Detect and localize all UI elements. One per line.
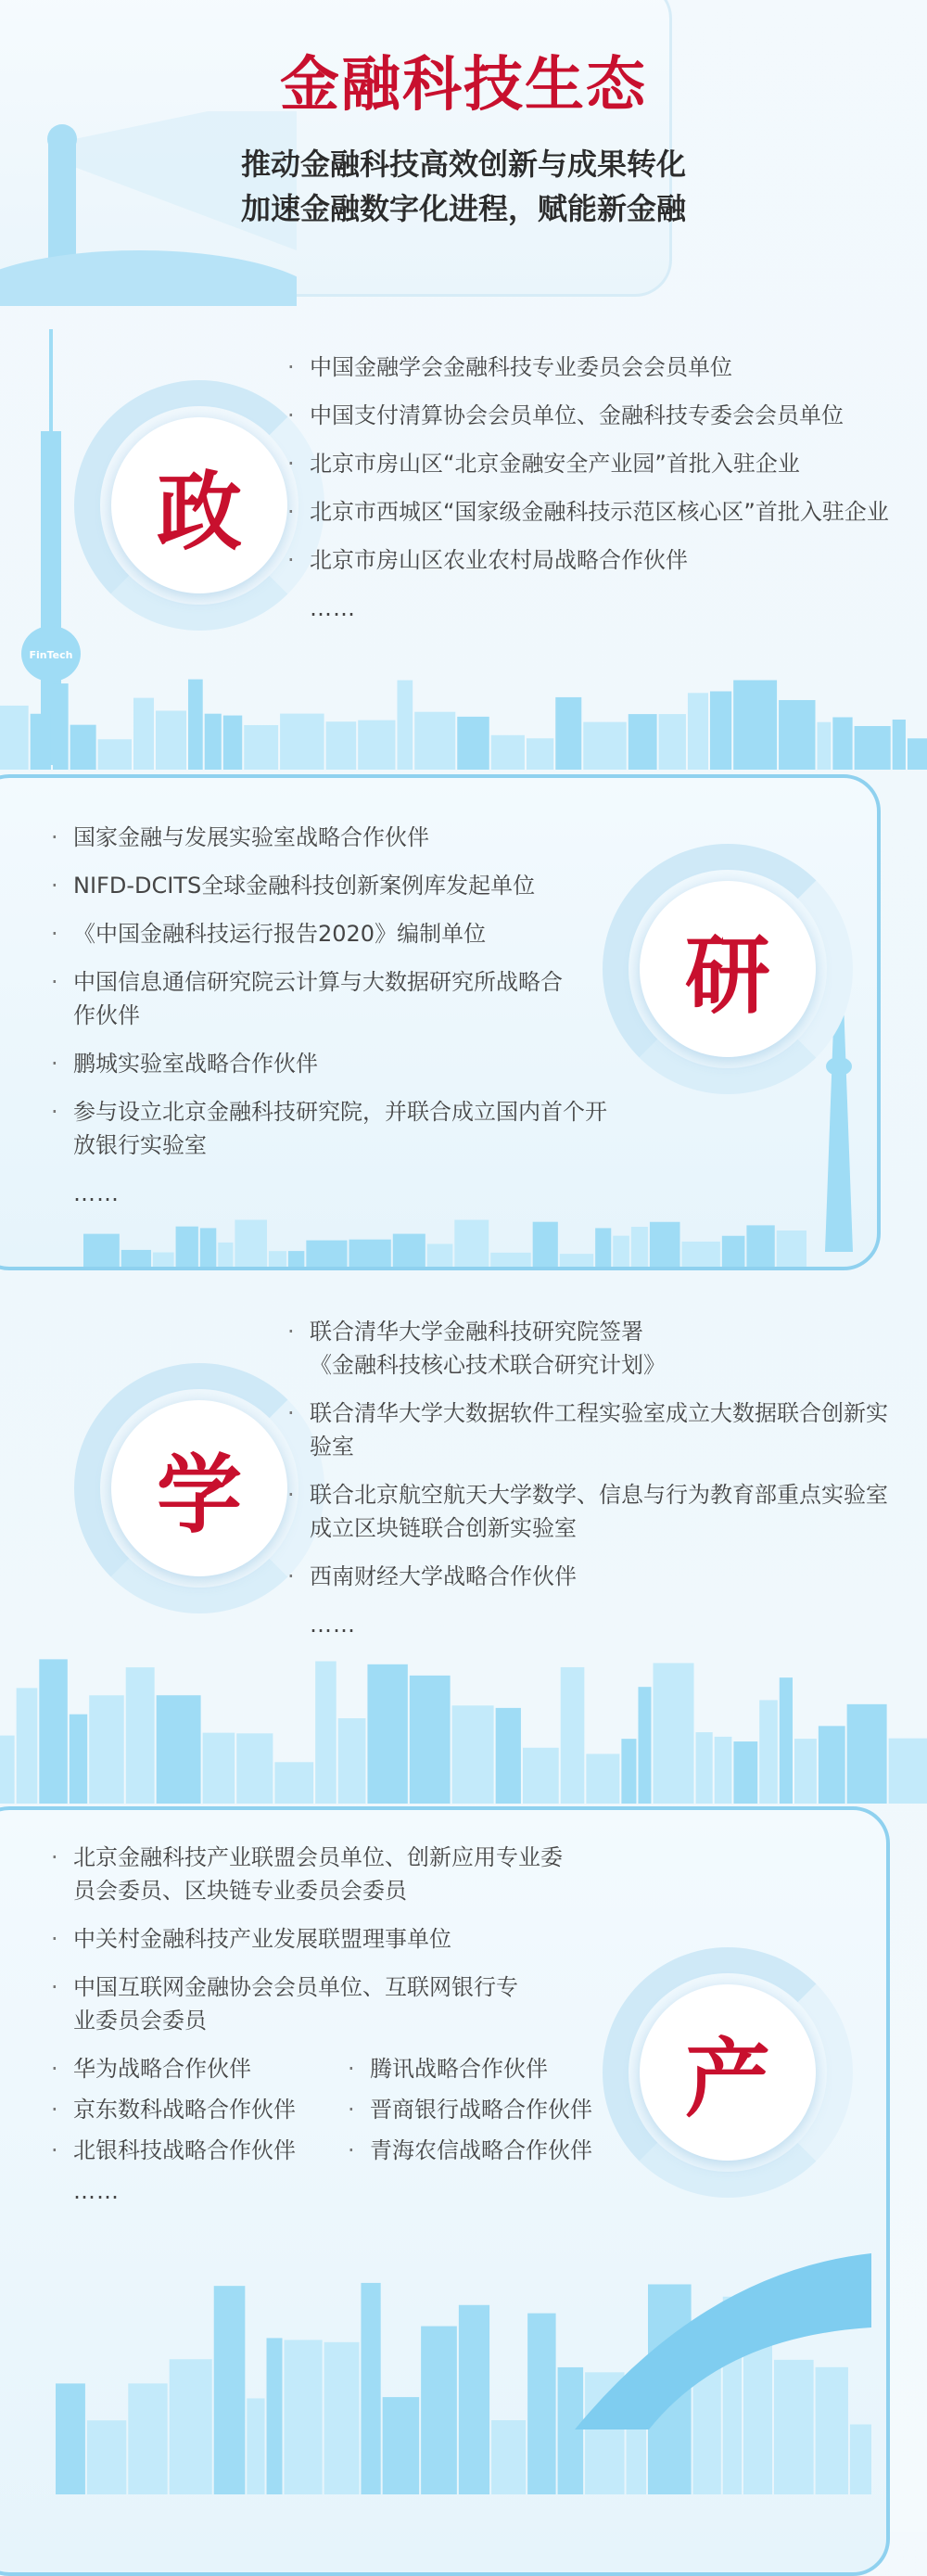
building-shape (338, 1718, 366, 1804)
subtitle-line-2: 加速金融数字化进程，赋能新金融 (240, 191, 686, 226)
building-shape (555, 697, 581, 770)
list-item: · 鹏城实验室战略合作伙伴 (51, 1047, 626, 1080)
building-shape (818, 722, 832, 770)
building-shape (583, 722, 626, 770)
list-item: · 北京市西城区“国家级金融科技示范区核心区”首批入驻企业 (287, 495, 899, 529)
city-skyline-train (56, 2225, 871, 2494)
building-shape (527, 738, 553, 770)
building-shape (533, 1222, 558, 1267)
building-shape (203, 1733, 235, 1804)
more-ellipsis: …… (73, 2178, 120, 2204)
building-shape (235, 1219, 267, 1267)
page-title: 金融科技生态 (280, 51, 647, 120)
subtitle-line-1: 推动金融科技高效创新与成果转化 (240, 147, 686, 182)
list-item: · 北京市房山区农业农村局战略合作伙伴 (287, 543, 899, 577)
building-shape (0, 1736, 15, 1804)
svg-text:FinTech: FinTech (29, 649, 73, 661)
building-shape (659, 714, 686, 770)
list-item: · 中国金融学会金融科技专业委员会会员单位 (287, 351, 899, 384)
building-shape (126, 1667, 155, 1804)
building-shape (893, 720, 906, 770)
building-shape (157, 1695, 201, 1804)
building-shape (710, 692, 731, 770)
building-shape (832, 717, 852, 770)
building-shape (39, 1659, 68, 1804)
partner-item: · 京东数科战略合作伙伴 (51, 2093, 348, 2126)
building-shape (156, 710, 186, 770)
list-item: · 《中国金融科技运行报告2020》编制单位 (51, 917, 626, 950)
building-shape (527, 2314, 555, 2494)
building-shape (83, 1234, 120, 1267)
building-shape (733, 680, 777, 770)
building-shape (794, 1739, 817, 1804)
list-item: · 参与设立北京金融科技研究院，并联合成立国内首个开放银行实验室 (51, 1095, 626, 1162)
building-shape (128, 2383, 167, 2494)
building-shape (490, 1253, 530, 1267)
list-item: · 中国信息通信研究院云计算与大数据研究所战略合作伙伴 (51, 965, 570, 1032)
building-shape (70, 1715, 87, 1804)
building-shape (774, 2360, 814, 2494)
list-item: · 中关村金融科技产业发展联盟理事单位 (51, 1922, 644, 1956)
building-shape (427, 1243, 453, 1267)
building-shape (613, 1236, 629, 1267)
building-shape (383, 2397, 419, 2494)
list-item: · 联合清华大学大数据软件工程实验室成立大数据联合创新实验室 (287, 1396, 899, 1463)
building-shape (324, 2342, 360, 2494)
building-shape (267, 2338, 283, 2494)
list-item: · 西南财经大学战略合作伙伴 (287, 1560, 899, 1593)
building-shape (457, 717, 489, 770)
section-xue-list (287, 1315, 899, 1641)
building-shape (595, 1228, 611, 1267)
list-item: · 北京市房山区“北京金融安全产业园”首批入驻企业 (287, 447, 899, 480)
building-shape (280, 714, 324, 770)
badge-chan: 产 (640, 1984, 816, 2161)
building-shape (414, 712, 455, 770)
building-shape (621, 1739, 636, 1804)
list-item: · 北京金融科技产业联盟会员单位、创新应用专业委员会委员、区块链专业委员会委员 (51, 1841, 570, 1907)
building-shape (491, 2420, 526, 2494)
building-shape (200, 1228, 216, 1267)
building-shape (715, 1737, 732, 1804)
building-shape (850, 2424, 871, 2494)
building-shape (133, 698, 154, 770)
building-shape (170, 2359, 212, 2494)
building-shape (269, 1251, 286, 1267)
building-shape (759, 1700, 778, 1804)
building-shape (454, 1220, 489, 1267)
building-shape (236, 1733, 273, 1804)
badge-xue: 学 (111, 1400, 287, 1576)
building-shape (188, 680, 203, 770)
building-shape (777, 1231, 806, 1267)
building-shape (722, 1236, 745, 1267)
building-shape (153, 1253, 174, 1267)
list-item: · 国家金融与发展实验室战略合作伙伴 (51, 821, 626, 854)
list-item: · 中国支付清算协会会员单位、金融科技专委会会员单位 (287, 399, 899, 432)
building-shape (0, 706, 29, 770)
city-skyline-1 (0, 670, 927, 770)
building-shape (87, 2420, 126, 2494)
building-shape (285, 2340, 323, 2494)
building-shape (288, 1251, 304, 1267)
building-shape (393, 1234, 425, 1267)
building-shape (315, 1662, 337, 1804)
building-shape (638, 1687, 651, 1804)
building-shape (205, 714, 222, 770)
building-shape (653, 1663, 693, 1804)
building-shape (681, 1242, 719, 1267)
badge-zheng: 政 (111, 417, 287, 593)
building-shape (70, 725, 96, 770)
building-shape (53, 683, 69, 770)
building-shape (306, 1241, 347, 1267)
building-shape (733, 1741, 757, 1804)
building-shape (631, 1227, 648, 1267)
building-shape (218, 1243, 233, 1267)
building-shape (496, 1708, 521, 1804)
more-ellipsis: …… (310, 1612, 356, 1638)
building-shape (560, 1254, 593, 1267)
building-shape (586, 1753, 619, 1804)
building-shape (349, 1240, 390, 1267)
list-item: · NIFD-DCITS全球金融科技创新案例库发起单位 (51, 869, 626, 902)
building-shape (779, 700, 815, 770)
building-shape (98, 739, 132, 770)
building-shape (421, 2327, 457, 2494)
building-shape (452, 1705, 494, 1804)
building-shape (847, 1704, 887, 1804)
building-shape (855, 726, 891, 770)
partner-item: · 晋商银行战略合作伙伴 (348, 2093, 644, 2126)
building-shape (819, 1726, 845, 1804)
building-shape (367, 1664, 407, 1804)
building-shape (459, 2305, 489, 2494)
building-shape (244, 725, 278, 770)
section-zheng-list (287, 351, 899, 625)
building-shape (780, 1677, 793, 1804)
partner-item: · 华为战略合作伙伴 (51, 2052, 348, 2085)
more-ellipsis: …… (310, 595, 356, 621)
building-shape (361, 2283, 380, 2494)
badge-yan: 研 (640, 881, 816, 1057)
list-item: · 联合清华大学金融科技研究院签署《金融科技核心技术联合研究计划》 (287, 1315, 677, 1382)
building-shape (558, 2367, 584, 2494)
building-shape (358, 721, 395, 770)
building-shape (17, 1688, 38, 1804)
list-item: · 联合北京航空航天大学数学、信息与行为教育部重点实验室成立区块链联合创新实验室 (287, 1478, 899, 1545)
building-shape (491, 735, 525, 770)
section-yan-list (51, 821, 626, 1210)
building-shape (650, 1222, 680, 1267)
building-shape (31, 714, 51, 770)
building-shape (89, 1695, 123, 1804)
building-shape (693, 2365, 721, 2494)
building-shape (176, 1227, 198, 1267)
building-shape (908, 738, 927, 770)
building-shape (523, 1748, 559, 1804)
building-shape (889, 1739, 927, 1804)
section-chan-list (51, 1841, 644, 2208)
city-skyline-2 (83, 1217, 806, 1267)
building-shape (223, 716, 242, 770)
building-shape (121, 1250, 151, 1267)
building-shape (561, 1667, 585, 1804)
building-shape (746, 1225, 774, 1267)
building-shape (326, 721, 357, 770)
list-item: · 中国互联网金融协会会员单位、互联网银行专业委员会委员 (51, 1970, 533, 2037)
building-shape (688, 693, 708, 770)
building-shape (397, 681, 413, 770)
partner-item: · 青海农信战略合作伙伴 (348, 2134, 644, 2167)
more-ellipsis: …… (73, 1180, 120, 1206)
partner-item: · 腾讯战略合作伙伴 (348, 2052, 644, 2085)
building-shape (247, 2398, 264, 2494)
building-shape (629, 714, 657, 770)
partner-item: · 北银科技战略合作伙伴 (51, 2134, 348, 2167)
building-shape (274, 1762, 313, 1804)
building-shape (696, 1732, 713, 1804)
building-shape (56, 2383, 85, 2494)
building-shape (410, 1676, 451, 1804)
building-shape (816, 2367, 848, 2494)
building-shape (214, 2286, 246, 2494)
city-skyline-3 (0, 1649, 927, 1804)
